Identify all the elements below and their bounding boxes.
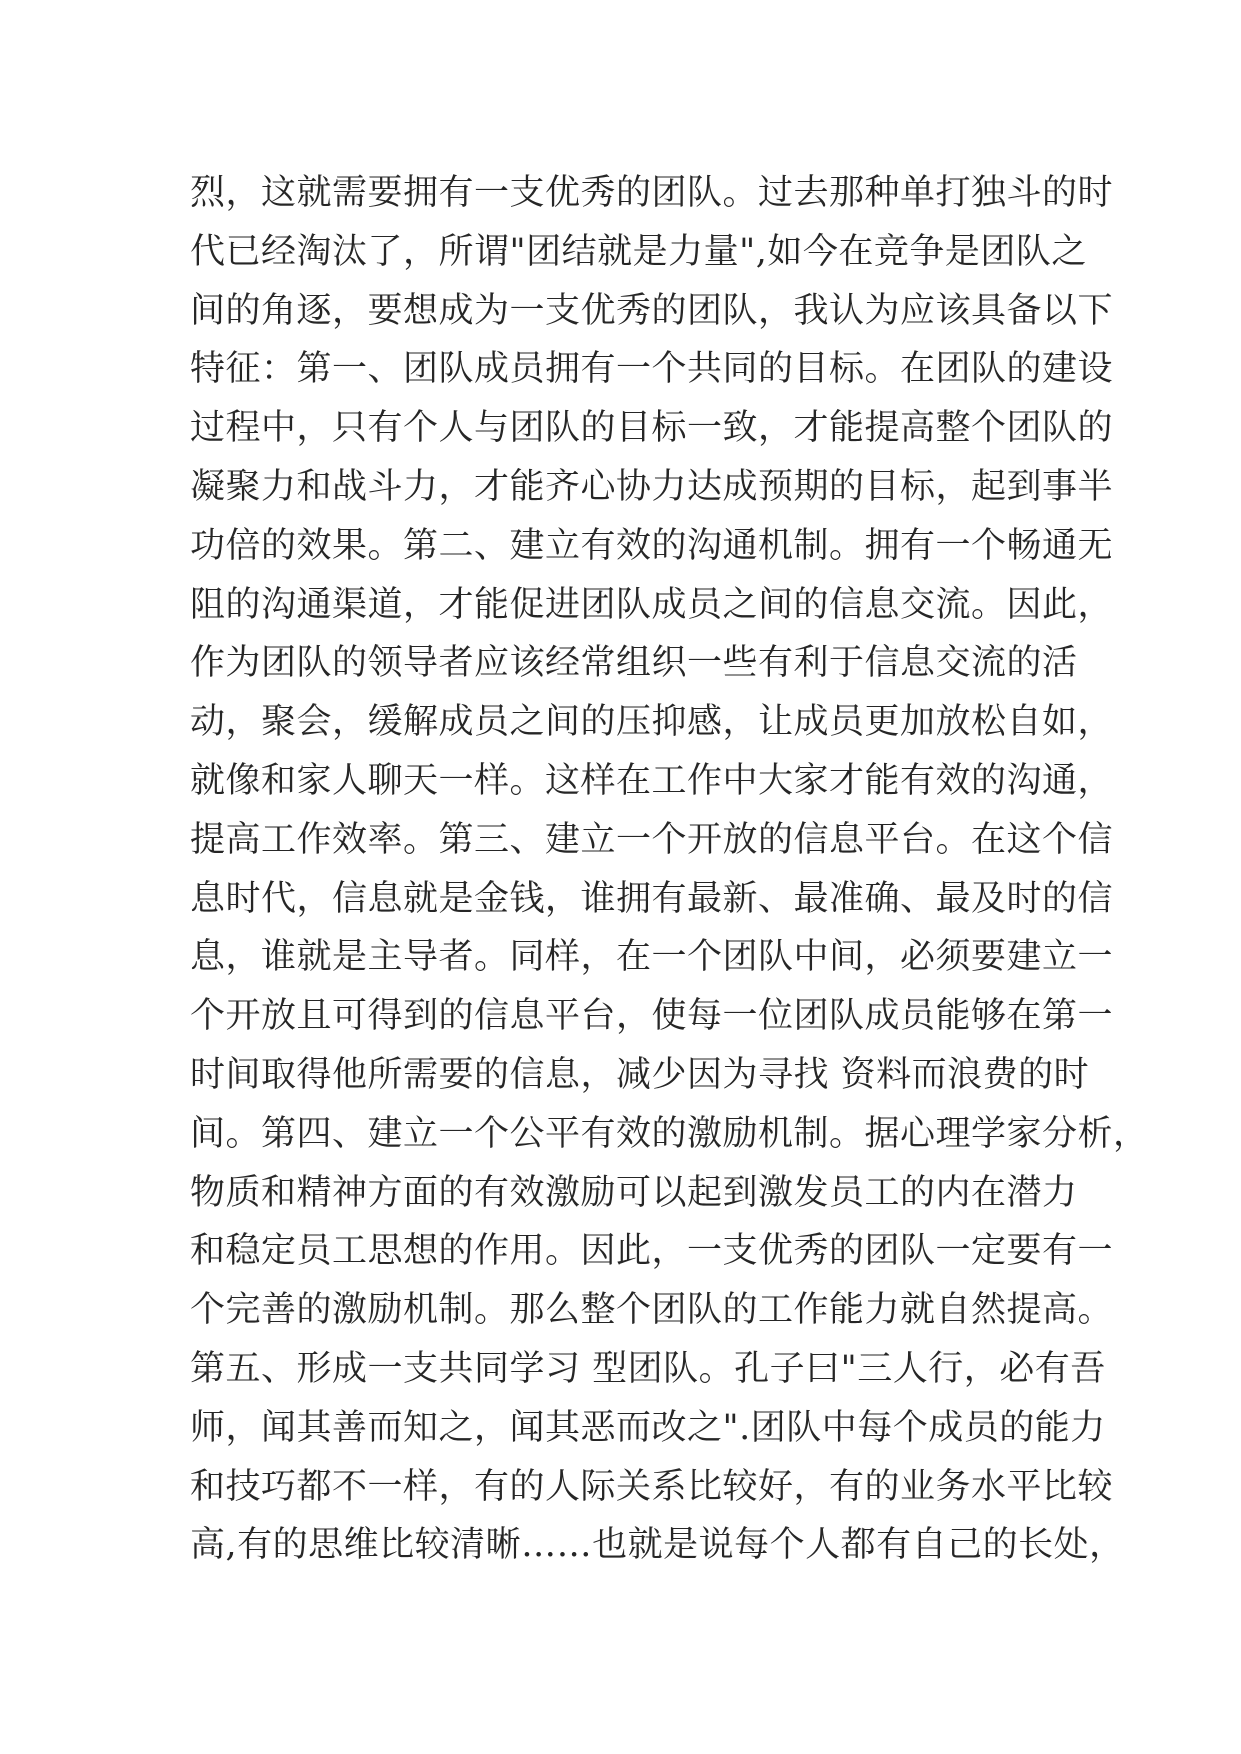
text-line: 息时代，信息就是金钱，谁拥有最新、最准确、最及时的信	[190, 878, 1114, 919]
text-line: 个完善的激励机制。那么整个团队的工作能力就自然提高。	[190, 1290, 1114, 1331]
text-line: 提高工作效率。第三、建立一个开放的信息平台。在这个信	[190, 819, 1114, 860]
text-line: 第五、形成一支共同学习 型团队。孔子曰"三人行，必有吾	[190, 1348, 1106, 1389]
text-line: 个开放且可得到的信息平台，使每一位团队成员能够在第一	[190, 996, 1114, 1037]
text-line: 就像和家人聊天一样。这样在工作中大家才能有效的沟通，	[190, 760, 1114, 801]
text-line: 物质和精神方面的有效激励可以起到激发员工的内在潜力	[190, 1172, 1078, 1213]
text-line: 代已经淘汰了，所谓"团结就是力量",如今在竞争是团队之	[190, 231, 1087, 272]
text-line: 间的角逐，要想成为一支优秀的团队，我认为应该具备以下	[190, 290, 1114, 331]
text-line: 凝聚力和战斗力，才能齐心协力达成预期的目标，起到事半	[190, 466, 1114, 507]
text-line: 和技巧都不一样，有的人际关系比较好，有的业务水平比较	[190, 1466, 1114, 1507]
text-line: 烈，这就需要拥有一支优秀的团队。过去那种单打独斗的时	[190, 173, 1114, 213]
text-line: 和稳定员工思想的作用。因此，一支优秀的团队一定要有一	[190, 1231, 1114, 1272]
text-line: 特征：第一、团队成员拥有一个共同的目标。在团队的建设	[190, 349, 1114, 390]
text-line: 过程中，只有个人与团队的目标一致，才能提高整个团队的	[190, 408, 1114, 449]
text-line: 师，闻其善而知之，闻其恶而改之".团队中每个成员的能力	[190, 1407, 1106, 1448]
text-line: 时间取得他所需要的信息，减少因为寻找 资料而浪费的时	[190, 1054, 1090, 1095]
text-line: 作为团队的领导者应该经常组织一些有利于信息交流的活	[190, 643, 1078, 684]
text-line: 间。第四、建立一个公平有效的激励机制。据心理学家分析，	[190, 1113, 1149, 1154]
text-line: 功倍的效果。第二、建立有效的沟通机制。拥有一个畅通无	[190, 525, 1114, 566]
body-text	[190, 164, 1149, 1575]
text-line: 动，聚会，缓解成员之间的压抑感，让成员更加放松自如，	[190, 702, 1114, 743]
text-line: 阻的沟通渠道，才能促进团队成员之间的信息交流。因此，	[190, 584, 1114, 625]
text-line: 高,有的思维比较清晰……也就是说每个人都有自己的长处，	[190, 1525, 1125, 1566]
text-line: 息，谁就是主导者。同样，在一个团队中间，必须要建立一	[190, 937, 1114, 978]
